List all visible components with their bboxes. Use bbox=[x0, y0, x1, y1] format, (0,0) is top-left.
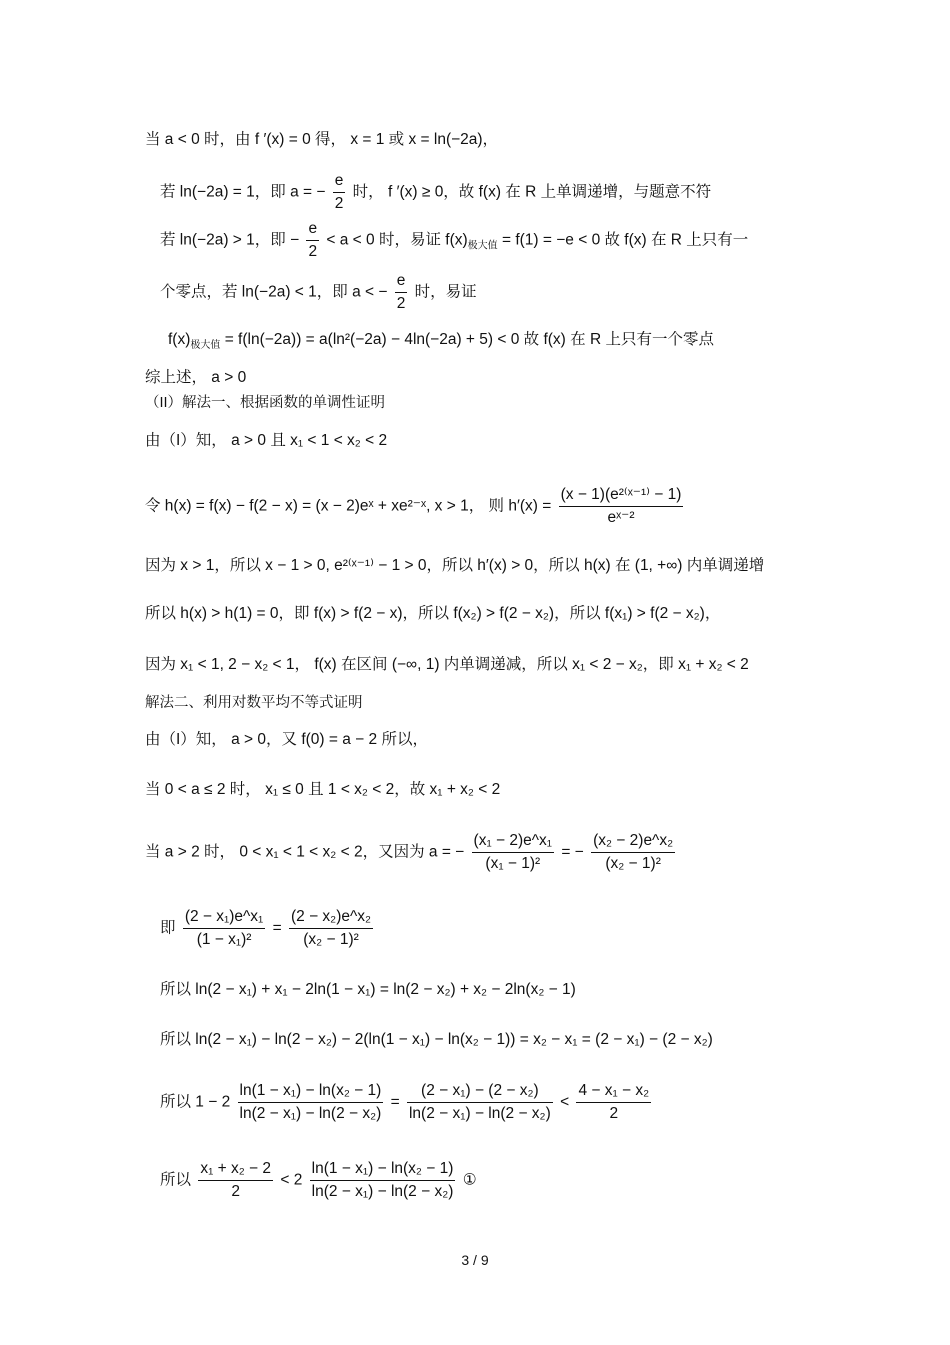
text-segment: = f(1) = −e < 0 故 f(x) 在 R 上只有一 bbox=[501, 231, 749, 249]
text-segment: 令 h(x) = f(x) − f(2 − x) = (x − 2)eˣ + xe²⁻ˣ, x > 1， 则 h′(x) = bbox=[145, 497, 552, 515]
fraction: $\frac{e}{2}$ bbox=[334, 172, 344, 212]
text-line bbox=[160, 1080, 654, 1125]
fraction: $\frac{\text{(2 − x₂)e\textasciicircum{}x₂}}{\text{(x₂ − 1)²}}$ bbox=[290, 908, 372, 948]
text-segment: < 2 bbox=[280, 1171, 303, 1189]
section-heading: 解法二、利用对数平均不等式证明 bbox=[145, 695, 363, 711]
text-line: 所以 ln(2 − x₁) − ln(2 − x₂) − 2(ln(1 − x₁) − ln(x₂ − 1)) = x₂ − x₁ = (2 − x₁) − (2 − x₂) bbox=[160, 1031, 713, 1048]
text-segment: = bbox=[390, 1093, 400, 1111]
fraction: $\frac{\text{(x − 1)(e²⁽ˣ⁻¹⁾ − 1)}}{\text{eˣ⁻²}}$ bbox=[560, 486, 682, 526]
fraction: $\frac{\text{ln(1 − x₁) − ln(x₂ − 1)}}{\text{ln(2 − x₁) − ln(2 − x₂)}}$ bbox=[311, 1160, 454, 1200]
section-heading: （II）解法一、根据函数的单调性证明 bbox=[145, 395, 386, 411]
subscript: 极大值 bbox=[190, 340, 221, 352]
subscript: 极大值 bbox=[467, 240, 498, 252]
text-line bbox=[160, 1158, 477, 1203]
text-line bbox=[160, 906, 376, 951]
text-line: 因为 x > 1，所以 x − 1 > 0, e²⁽ˣ⁻¹⁾ − 1 > 0，所以 h′(x) > 0，所以 h(x) 在 (1, +∞) 内单调递增 bbox=[145, 557, 765, 574]
fraction: $\frac{\text{(2 − x₁)e\textasciicircum{}x₁}}{\text{(1 − x₁)²}}$ bbox=[184, 908, 264, 948]
fraction: $\frac{\text{(x₂ − 2)e\textasciicircum{}x₂}}{\text{(x₂ − 1)²}}$ bbox=[593, 832, 674, 872]
text-line: 由（I）知， a > 0 且 x₁ < 1 < x₂ < 2 bbox=[145, 432, 388, 449]
text-segment: 即 bbox=[160, 919, 176, 937]
text-segment: = − bbox=[561, 843, 584, 861]
text-line bbox=[160, 218, 748, 263]
fraction: $\frac{e}{2}$ bbox=[308, 220, 318, 260]
text-segment: < bbox=[560, 1093, 570, 1111]
text-segment: = f(ln(−2a)) = a(ln²(−2a) − 4ln(−2a) + 5) < 0 故 f(x) 在 R 上只有一个零点 bbox=[224, 331, 714, 348]
text-line: 当 a < 0 时，由 f ′(x) = 0 得， x = 1 或 x = ln(−2a)， bbox=[145, 131, 499, 148]
text-line bbox=[145, 830, 678, 875]
text-line bbox=[168, 330, 714, 356]
fraction: $\frac{\text{(2 − x₁) − (2 − x₂)}}{\text{ln(2 − x₁) − ln(2 − x₂)}}$ bbox=[408, 1082, 551, 1122]
text-segment: 时， f ′(x) ≥ 0，故 f(x) 在 R 上单调递增，与题意不符 bbox=[352, 183, 712, 201]
text-segment: 所以 bbox=[160, 1171, 192, 1189]
text-line bbox=[160, 170, 711, 215]
fraction: $\frac{e}{2}$ bbox=[396, 272, 406, 312]
text-line: 综上述， a > 0 bbox=[145, 369, 247, 386]
text-segment: 时，易证 bbox=[414, 283, 477, 301]
text-segment: < a < 0 时，易证 f(x) bbox=[326, 231, 468, 249]
page-number: 3 / 9 bbox=[461, 1252, 489, 1268]
fraction: $\frac{\text{(x₁ − 2)e\textasciicircum{}x₁}}{\text{(x₁ − 1)²}}$ bbox=[473, 832, 553, 872]
text-segment: 若 ln(−2a) = 1，即 a = − bbox=[160, 183, 326, 201]
fraction: $\frac{\text{4 − x₁ − x₂}}{2}$ bbox=[578, 1082, 650, 1122]
circled-one-marker: ① bbox=[462, 1171, 477, 1189]
text-line: 因为 x₁ < 1, 2 − x₂ < 1， f(x) 在区间 (−∞, 1) 内单调递减，所以 x₁ < 2 − x₂，即 x₁ + x₂ < 2 bbox=[145, 656, 749, 673]
text-segment: = bbox=[272, 919, 282, 937]
text-segment: 所以 1 − 2 bbox=[160, 1093, 231, 1111]
text-segment: f(x) bbox=[168, 331, 191, 348]
text-line: 当 0 < a ≤ 2 时， x₁ ≤ 0 且 1 < x₂ < 2，故 x₁ + x₂ < 2 bbox=[145, 781, 501, 798]
fraction: $\frac{\text{x₁ + x₂ − 2}}{2}$ bbox=[200, 1160, 272, 1200]
text-line bbox=[160, 270, 477, 315]
text-line: 由（I）知， a > 0，又 f(0) = a − 2 所以， bbox=[145, 731, 428, 748]
text-segment: 若 ln(−2a) > 1，即 − bbox=[160, 231, 300, 249]
text-line: 所以 ln(2 − x₁) + x₁ − 2ln(1 − x₁) = ln(2 − x₂) + x₂ − 2ln(x₂ − 1) bbox=[160, 981, 576, 998]
fraction: $\frac{\text{ln(1 − x₁) − ln(x₂ − 1)}}{\text{ln(2 − x₁) − ln(2 − x₂)}}$ bbox=[239, 1082, 382, 1122]
text-segment: 当 a > 2 时， 0 < x₁ < 1 < x₂ < 2，又因为 a = − bbox=[145, 843, 465, 861]
text-line bbox=[145, 484, 686, 529]
text-segment: 个零点，若 ln(−2a) < 1，即 a < − bbox=[160, 283, 388, 301]
text-line: 所以 h(x) > h(1) = 0，即 f(x) > f(2 − x)，所以 f(x₂) > f(2 − x₂)，所以 f(x₁) > f(2 − x₂)， bbox=[145, 605, 721, 622]
